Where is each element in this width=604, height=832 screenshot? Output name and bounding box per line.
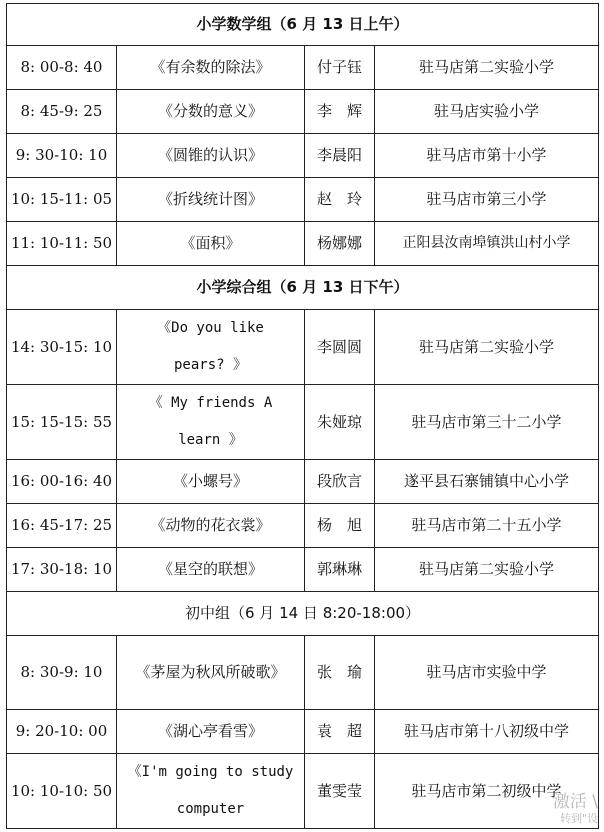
- school-cell: 驻马店第二实验小学: [375, 548, 599, 592]
- group-header-row: [7, 592, 599, 636]
- teacher-cell: 董雯莹: [305, 754, 375, 829]
- time-cell: 14: 30-15: 10: [7, 310, 117, 385]
- lesson-title-cell: 《分数的意义》: [117, 90, 305, 134]
- lesson-title-cell: 《 My friends A learn 》: [117, 385, 305, 460]
- teacher-cell: 张 瑜: [305, 636, 375, 710]
- table-row: [7, 460, 599, 504]
- time-cell: 10: 10-10: 50: [7, 754, 117, 829]
- school-cell: 驻马店市第十小学: [375, 134, 599, 178]
- lesson-title-cell: 《折线统计图》: [117, 178, 305, 222]
- teacher-cell: 李圆圆: [305, 310, 375, 385]
- table-row: [7, 754, 599, 829]
- table-row: [7, 134, 599, 178]
- group-header-primary-math: 小学数学组（6 月 13 日上午）: [7, 4, 599, 46]
- time-cell: 16: 00-16: 40: [7, 460, 117, 504]
- lesson-title-cell: 《圆锥的认识》: [117, 134, 305, 178]
- school-cell: 驻马店市第十八初级中学: [375, 710, 599, 754]
- table-row: [7, 46, 599, 90]
- teacher-cell: 朱娅琼: [305, 385, 375, 460]
- lesson-title-cell: 《小螺号》: [117, 460, 305, 504]
- time-cell: 8: 45-9: 25: [7, 90, 117, 134]
- group-header-junior-high: 初中组（6 月 14 日 8:20-18:00）: [7, 592, 599, 636]
- time-cell: 9: 30-10: 10: [7, 134, 117, 178]
- group-header-row: [7, 266, 599, 310]
- teacher-cell: 杨娜娜: [305, 222, 375, 266]
- lesson-title-cell: 《面积》: [117, 222, 305, 266]
- table-row: [7, 310, 599, 385]
- group-header-primary-general: 小学综合组（6 月 13 日下午）: [7, 266, 599, 310]
- teacher-cell: 赵 玲: [305, 178, 375, 222]
- lesson-title-cell: 《星空的联想》: [117, 548, 305, 592]
- teacher-cell: 段欣言: [305, 460, 375, 504]
- time-cell: 16: 45-17: 25: [7, 504, 117, 548]
- school-cell: 驻马店第二实验小学: [375, 310, 599, 385]
- time-cell: 15: 15-15: 55: [7, 385, 117, 460]
- schedule-table: [6, 3, 599, 829]
- school-cell: 驻马店市第三小学: [375, 178, 599, 222]
- watermark-line-1: 激活 \: [552, 792, 598, 812]
- time-cell: 9: 20-10: 00: [7, 710, 117, 754]
- watermark-line-2: 转到"设: [559, 812, 598, 825]
- lesson-title-cell: 《有余数的除法》: [117, 46, 305, 90]
- school-cell: 驻马店市第三十二小学: [375, 385, 599, 460]
- teacher-cell: 李晨阳: [305, 134, 375, 178]
- teacher-cell: 李 辉: [305, 90, 375, 134]
- school-cell: 驻马店第二实验小学: [375, 46, 599, 90]
- lesson-title-cell: 《I'm going to study computer: [117, 754, 305, 829]
- table-row: [7, 90, 599, 134]
- table-row: [7, 710, 599, 754]
- school-cell: 驻马店市第二十五小学: [375, 504, 599, 548]
- time-cell: 11: 10-11: 50: [7, 222, 117, 266]
- school-cell: 驻马店市第二初级中学: [375, 754, 599, 829]
- school-cell: 正阳县汝南埠镇洪山村小学: [375, 222, 599, 266]
- table-row: [7, 636, 599, 710]
- teacher-cell: 袁 超: [305, 710, 375, 754]
- time-cell: 8: 30-9: 10: [7, 636, 117, 710]
- table-row: [7, 504, 599, 548]
- group-header-row: [7, 4, 599, 46]
- teacher-cell: 付子钰: [305, 46, 375, 90]
- teacher-cell: 郭琳琳: [305, 548, 375, 592]
- table-row: [7, 548, 599, 592]
- lesson-title-cell: 《Do you like pears? 》: [117, 310, 305, 385]
- time-cell: 8: 00-8: 40: [7, 46, 117, 90]
- time-cell: 10: 15-11: 05: [7, 178, 117, 222]
- school-cell: 驻马店实验小学: [375, 90, 599, 134]
- lesson-title-cell: 《动物的花衣裳》: [117, 504, 305, 548]
- table-row: [7, 222, 599, 266]
- time-cell: 17: 30-18: 10: [7, 548, 117, 592]
- teacher-cell: 杨 旭: [305, 504, 375, 548]
- table-row: [7, 178, 599, 222]
- school-cell: 遂平县石寨铺镇中心小学: [375, 460, 599, 504]
- table-row: [7, 385, 599, 460]
- lesson-title-cell: 《湖心亭看雪》: [117, 710, 305, 754]
- school-cell: 驻马店市实验中学: [375, 636, 599, 710]
- lesson-title-cell: 《茅屋为秋风所破歌》: [117, 636, 305, 710]
